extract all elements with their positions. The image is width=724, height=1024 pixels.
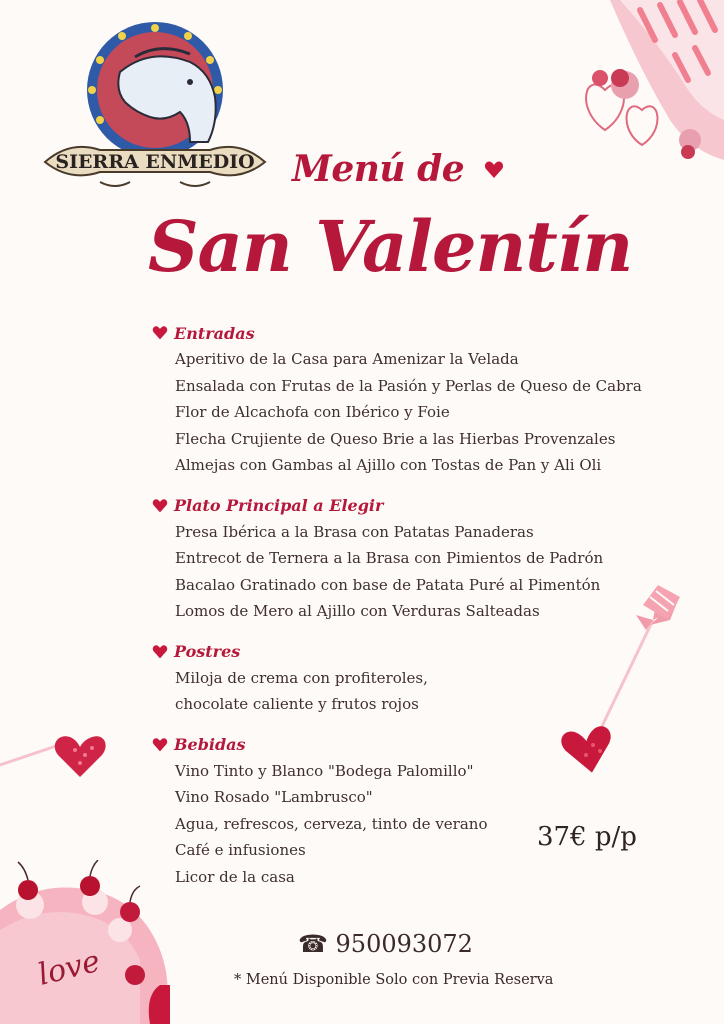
cake-corner-decoration-bottom: [0, 860, 170, 1024]
heart-bullet-icon: [152, 644, 168, 660]
section-title: Entradas: [174, 323, 255, 343]
logo-text: SIERRA ENMEDIO: [55, 151, 255, 173]
section-entradas: [152, 320, 652, 479]
heart-icon: [484, 160, 504, 180]
menu-item: Entrecot de Ternera a la Brasa con Pimientos de Padrón: [175, 549, 604, 567]
menu-item: Aperitivo de la Casa para Amenizar la Velada: [175, 350, 519, 368]
price-label: 37€ p/p: [537, 822, 637, 852]
menu-item: Licor de la casa: [175, 867, 295, 886]
menu-item: Vino Rosado "Lambrusco": [175, 788, 373, 806]
menu-item: Presa Ibérica a la Brasa con Patatas Panaderas: [175, 522, 534, 541]
menu-item: Bacalao Gratinado con base de Patata Puré al Pimentón: [175, 575, 601, 594]
menu-item: Café e infusiones: [175, 841, 306, 859]
heart-decoration-left: [0, 715, 110, 785]
menu-item: Miloja de crema con profiteroles,: [175, 668, 428, 687]
cake-text: love: [34, 943, 104, 993]
menu-item: Almejas con Gambas al Ajillo con Tostas de Pan y Ali Oli: [175, 456, 602, 474]
menu-title-small: Menú de: [292, 148, 465, 190]
menu-item: Flecha Crujiente de Queso Brie a las Hierbas Provenzales: [175, 429, 616, 448]
menu-title-big: San Valentín: [148, 205, 633, 288]
section-title: Bebidas: [174, 735, 246, 754]
menu-item: Ensalada con Frutas de la Pasión y Perlas de Queso de Cabra: [175, 376, 642, 395]
menu-item: Lomos de Mero al Ajillo con Verduras Salteadas: [175, 602, 540, 620]
section-title: Postres: [174, 642, 241, 661]
menu-item: Flor de Alcachofa con Ibérico y Foie: [175, 403, 450, 421]
menu-item: Vino Tinto y Blanco "Bodega Palomillo": [175, 761, 474, 780]
section-title: Plato Principal a Elegir: [174, 496, 384, 515]
reservation-note: * Menú Disponible Solo con Previa Reserva: [234, 972, 554, 988]
heart-bullet-icon: [152, 737, 168, 753]
heart-bullet-icon: [152, 325, 168, 341]
phone-number[interactable]: ☎ 950093072: [298, 930, 473, 958]
cake-corner-decoration-top: [580, 0, 724, 180]
arrow-heart-decoration: [558, 575, 688, 785]
heart-bullet-icon: [152, 498, 168, 514]
menu-item: chocolate caliente y frutos rojos: [175, 695, 419, 713]
sierra-enmedio-logo: [40, 12, 270, 192]
menu-item: Agua, refrescos, cerveza, tinto de verano: [175, 814, 488, 833]
